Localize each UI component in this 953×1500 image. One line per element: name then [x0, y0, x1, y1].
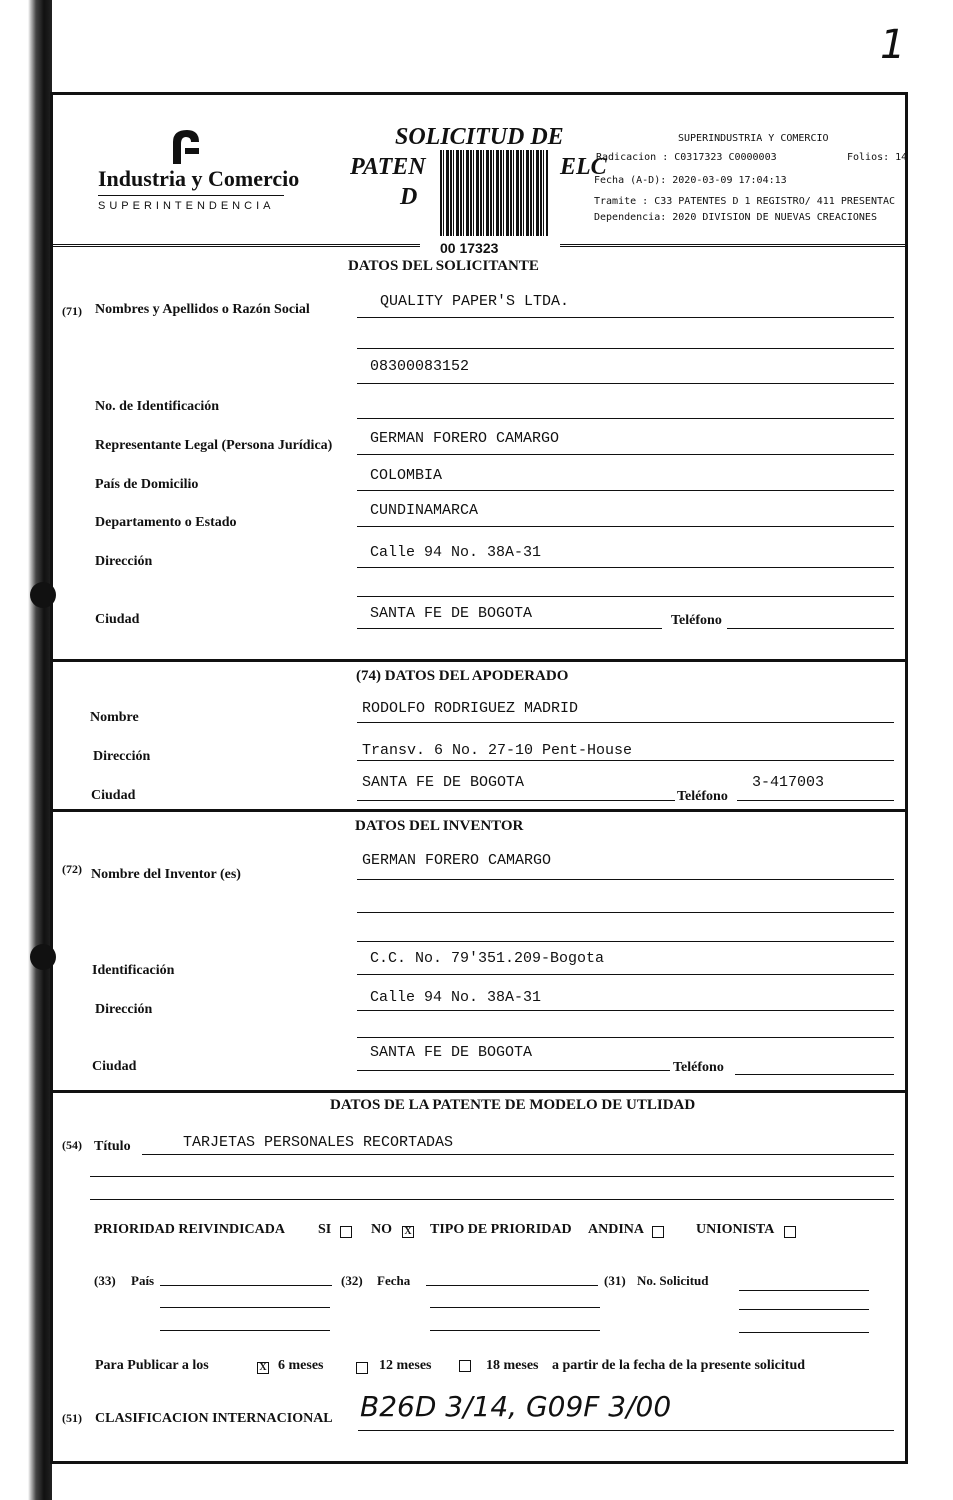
- prioridad-pais-label: País: [131, 1273, 155, 1288]
- apoderado-dir-value: Transv. 6 No. 27-10 Pent-House: [362, 742, 633, 759]
- titulo-value: TARJETAS PERSONALES RECORTADAS: [183, 1134, 454, 1151]
- ciudad-value: SANTA FE DE BOGOTA: [370, 605, 533, 622]
- depto-value: CUNDINAMARCA: [370, 502, 479, 519]
- field-line: [160, 1330, 330, 1331]
- unionista-checkbox[interactable]: [784, 1223, 796, 1241]
- form-title-line2: PATEN: [350, 154, 426, 180]
- tel-label: Teléfono: [671, 613, 722, 628]
- clasificacion-label: CLASIFICACION INTERNACIONAL: [95, 1411, 333, 1426]
- stamp-fecha: Fecha (A-D): 2020-03-09 17:04:13: [594, 175, 787, 186]
- field-line: [739, 1290, 869, 1291]
- field-line: [430, 1330, 600, 1331]
- field-code: (33): [94, 1273, 116, 1288]
- prioridad-si-checkbox[interactable]: [340, 1223, 352, 1241]
- rep-label: Representante Legal (Persona Jurídica): [95, 438, 333, 453]
- field-line: [357, 418, 894, 419]
- publicar-12-label: 12 meses: [379, 1358, 432, 1373]
- field-code: (54): [62, 1138, 82, 1152]
- andina-label: ANDINA: [588, 1222, 644, 1237]
- section-divider: [50, 809, 906, 812]
- field-code: (51): [62, 1411, 82, 1425]
- ciudad-label: Ciudad: [95, 612, 140, 627]
- prioridad-fecha-label: Fecha: [377, 1273, 411, 1288]
- field-line: [357, 526, 894, 527]
- form-title-line2-end: ELC: [560, 154, 607, 180]
- stamp-entity: SUPERINDUSTRIA Y COMERCIO: [678, 133, 829, 144]
- field-line: [357, 912, 894, 913]
- field-line: [357, 317, 894, 318]
- apoderado-ciudad-value: SANTA FE DE BOGOTA: [362, 774, 525, 791]
- section-heading-apoderado: (74) DATOS DEL APODERADO: [356, 668, 569, 684]
- publicar-label: Para Publicar a los: [95, 1358, 209, 1373]
- publicar-12-checkbox[interactable]: [356, 1359, 368, 1377]
- field-line: [357, 567, 894, 568]
- field-line: [357, 879, 894, 880]
- prioridad-label: PRIORIDAD REIVINDICADA: [94, 1222, 285, 1237]
- field-code: (72): [62, 862, 82, 876]
- field-line: [90, 1199, 894, 1200]
- inventor-nombre-label: Nombre del Inventor (es): [91, 867, 241, 882]
- field-line: [357, 974, 894, 975]
- barcode-number: 00 17323: [440, 240, 499, 256]
- dir-value: Calle 94 No. 38A-31: [370, 544, 542, 561]
- field-line: [357, 596, 894, 597]
- nombre-label: Nombres y Apellidos o Razón Social: [95, 302, 310, 317]
- depto-label: Departamento o Estado: [95, 515, 237, 530]
- field-code: (71): [62, 304, 82, 318]
- section-heading-inventor: DATOS DEL INVENTOR: [355, 818, 524, 834]
- section-heading-solicitante: DATOS DEL SOLICITANTE: [348, 258, 539, 274]
- stamp-radicacion: Radicacion : C0317323 C0000003: [596, 152, 777, 163]
- apoderado-tel-label: Teléfono: [677, 789, 728, 804]
- publicar-6-checkbox[interactable]: X: [257, 1359, 269, 1377]
- header-divider: [560, 244, 906, 247]
- apoderado-nombre-value: RODOLFO RODRIGUEZ MADRID: [362, 700, 579, 717]
- publicar-tail: a partir de la fecha de la presente solicitud: [552, 1358, 806, 1373]
- field-line: [739, 1309, 869, 1310]
- prioridad-solicitud-label: No. Solicitud: [637, 1273, 709, 1288]
- field-line: [737, 800, 894, 801]
- publicar-6-label: 6 meses: [278, 1358, 324, 1373]
- field-line: [160, 1285, 332, 1286]
- apoderado-tel-value: 3-417003: [752, 774, 825, 791]
- unionista-label: UNIONISTA: [696, 1222, 775, 1237]
- prioridad-si-label: SI: [318, 1222, 332, 1237]
- logo-rule: [98, 195, 284, 196]
- clasificacion-handwritten: B26D 3/14, G09F 3/00: [360, 1390, 672, 1423]
- section-heading-patente: DATOS DE LA PATENTE DE MODELO DE UTLIDAD: [330, 1097, 696, 1113]
- stamp-tramite: Tramite : C33 PATENTES D 1 REGISTRO/ 411 PRESENTAC: [594, 196, 896, 207]
- prioridad-no-checkbox[interactable]: X: [402, 1223, 414, 1241]
- inventor-dir-label: Dirección: [95, 1002, 153, 1017]
- andina-checkbox[interactable]: [652, 1223, 664, 1241]
- logo-sub: SUPERINTENDENCIA: [98, 200, 275, 212]
- titulo-label: Título: [94, 1139, 131, 1154]
- field-line: [426, 1285, 598, 1286]
- rep-value: GERMAN FORERO CAMARGO: [370, 430, 560, 447]
- field-line: [142, 1154, 894, 1155]
- logo-name: Industria y Comercio: [98, 166, 300, 191]
- dir-label: Dirección: [95, 554, 153, 569]
- stamp-folios: Folios: 14: [847, 152, 908, 163]
- sic-logo-icon: [165, 126, 205, 166]
- inventor-id-value: C.C. No. 79'351.209-Bogota: [370, 950, 605, 967]
- apoderado-nombre-label: Nombre: [90, 710, 139, 725]
- publicar-18-label: 18 meses: [486, 1358, 539, 1373]
- field-line: [357, 348, 894, 349]
- field-code: (32): [341, 1273, 363, 1288]
- field-line: [727, 628, 894, 629]
- form-title-line1: SOLICITUD DE: [395, 124, 564, 150]
- field-line: [160, 1307, 330, 1308]
- field-line: [357, 760, 894, 761]
- field-line: [357, 383, 894, 384]
- field-line: [357, 722, 894, 723]
- inventor-ciudad-value: SANTA FE DE BOGOTA: [370, 1044, 533, 1061]
- field-line: [430, 1307, 600, 1308]
- field-line: [735, 1074, 894, 1075]
- inventor-tel-label: Teléfono: [673, 1060, 724, 1075]
- section-divider: [50, 659, 906, 662]
- inventor-ciudad-label: Ciudad: [92, 1059, 137, 1074]
- field-line: [739, 1332, 869, 1333]
- field-line: [357, 1010, 894, 1011]
- scan-edge: [0, 0, 52, 1500]
- inventor-dir-value: Calle 94 No. 38A-31: [370, 989, 542, 1006]
- field-line: [358, 1430, 894, 1431]
- field-code: (31): [604, 1273, 626, 1288]
- id-label: No. de Identificación: [95, 399, 220, 414]
- tipo-prioridad-label: TIPO DE PRIORIDAD: [430, 1222, 572, 1237]
- barcode: [440, 150, 548, 236]
- prioridad-no-label: NO: [371, 1222, 392, 1237]
- section-divider: [50, 1090, 906, 1093]
- pais-value: COLOMBIA: [370, 467, 443, 484]
- publicar-18-checkbox[interactable]: [459, 1357, 471, 1375]
- page-number: 1: [880, 22, 906, 68]
- field-line: [90, 1176, 894, 1177]
- apoderado-dir-label: Dirección: [93, 749, 151, 764]
- field-line: [357, 1070, 670, 1071]
- stamp-dependencia: Dependencia: 2020 DIVISION DE NUEVAS CREACIONES: [594, 212, 877, 223]
- field-line: [357, 941, 894, 942]
- pais-label: País de Domicilio: [95, 477, 199, 492]
- inventor-nombre-value: GERMAN FORERO CAMARGO: [362, 852, 552, 869]
- field-line: [357, 490, 894, 491]
- form-title-line3: D: [400, 184, 418, 210]
- id-number-value: 08300083152: [370, 358, 470, 375]
- field-line: [357, 628, 662, 629]
- nombre-value: QUALITY PAPER'S LTDA.: [380, 293, 570, 310]
- field-line: [357, 454, 894, 455]
- header-divider: [50, 244, 420, 247]
- field-line: [357, 800, 675, 801]
- field-line: [357, 1037, 894, 1038]
- inventor-id-label: Identificación: [92, 963, 175, 978]
- apoderado-ciudad-label: Ciudad: [91, 788, 136, 803]
